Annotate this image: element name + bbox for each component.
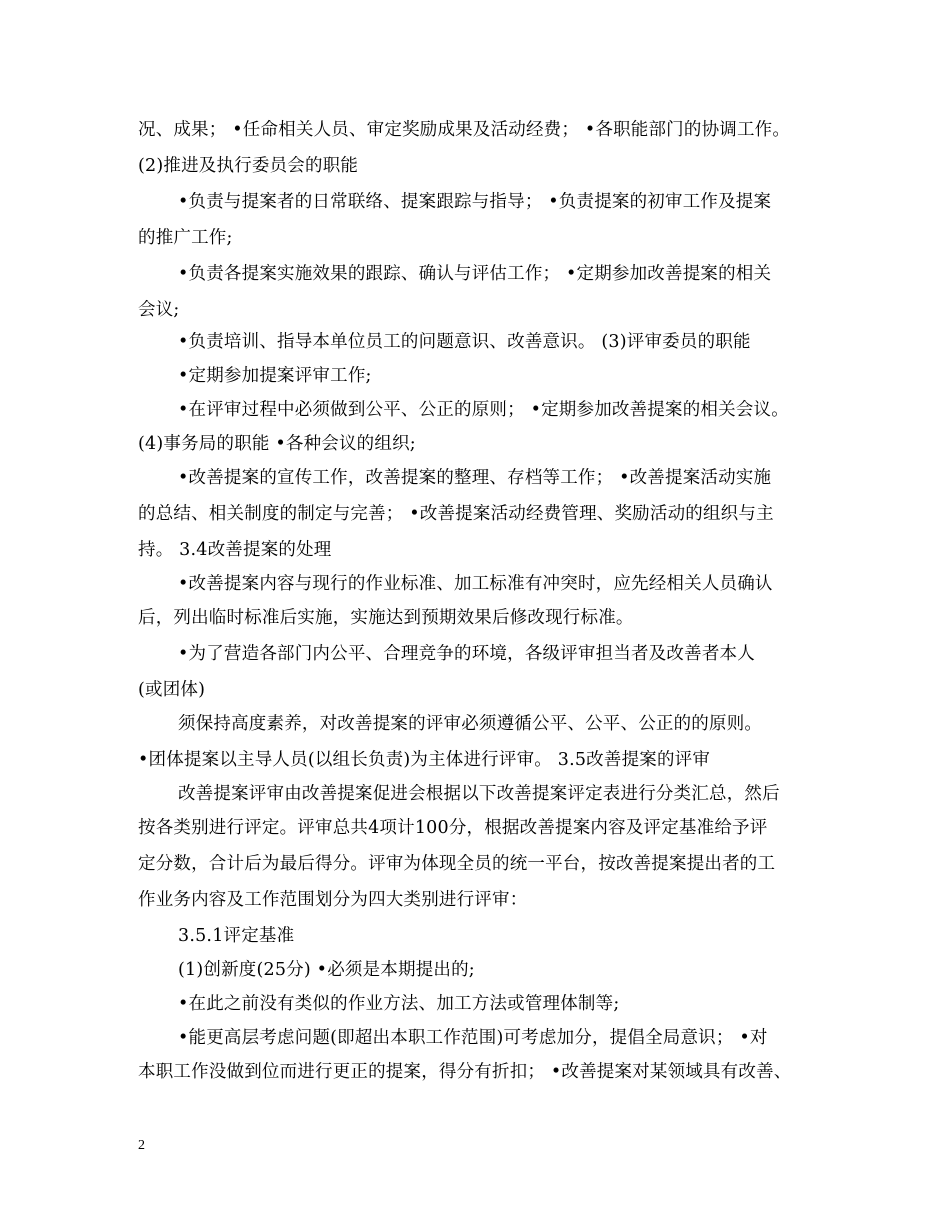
text-line: 的总结、相关制度的制定与完善； •改善提案活动经费管理、奖励活动的组织与主 — [138, 504, 774, 524]
page-number: 2 — [138, 1138, 145, 1153]
text-line: •改善提案的宣传工作，改善提案的整理、存档等工作； •改善提案活动实施 — [178, 468, 772, 488]
text-line: •为了营造各部门内公平、合理竞争的环境，各级评审担当者及改善者本人 — [178, 644, 755, 664]
text-line: •在评审过程中必须做到公平、公正的原则； •定期参加改善提案的相关会议。 — [178, 400, 789, 420]
text-line: 持。 3.4改善提案的处理 — [138, 540, 332, 560]
text-line: 改善提案评审由改善提案促进会根据以下改善提案评定表进行分类汇总，然后 — [178, 784, 780, 804]
text-line: •团体提案以主导人员(以组长负责)为主体进行评审。 3.5改善提案的评审 — [138, 750, 711, 770]
text-line: •在此之前没有类似的作业方法、加工方法或管理体制等; — [178, 994, 620, 1014]
text-line: 会议; — [138, 300, 180, 320]
text-line: •负责培训、指导本单位员工的问题意识、改善意识。 (3)评审委员的职能 — [178, 332, 751, 352]
text-line: 定分数，合计后为最后得分。评审为体现全员的统一平台，按改善提案提出者的工 — [138, 854, 776, 874]
text-line: 的推广工作; — [138, 228, 233, 248]
text-line: •能更高层考虑问题(即超出本职工作范围)可考虑加分，提倡全局意识； •对 — [178, 1028, 768, 1048]
text-line: 按各类别进行评定。评审总共4项计100分，根据改善提案内容及评定基准给予评 — [138, 818, 768, 838]
text-line: (1)创新度(25分) •必须是本期提出的; — [178, 960, 475, 980]
text-line: •定期参加提案评审工作; — [178, 366, 372, 386]
text-line: (4)事务局的职能 •各种会议的组织; — [138, 434, 416, 454]
text-line: 作业务内容及工作范围划分为四大类别进行评审： — [138, 890, 528, 910]
text-line: •改善提案内容与现行的作业标准、加工标准有冲突时，应先经相关人员确认 — [178, 574, 773, 594]
text-line: •负责各提案实施效果的跟踪、确认与评估工作； •定期参加改善提案的相关 — [178, 264, 772, 284]
text-line: 后，列出临时标准后实施，实施达到预期效果后修改现行标准。 — [138, 608, 634, 628]
text-line: 况、成果； •任命相关人员、审定奖励成果及活动经费； •各职能部门的协调工作。 — [138, 120, 791, 140]
text-line: •负责与提案者的日常联络、提案跟踪与指导； •负责提案的初审工作及提案 — [178, 192, 772, 212]
text-line: 本职工作没做到位而进行更正的提案，得分有折扣； •改善提案对某领域具有改善、 — [138, 1062, 792, 1082]
text-line: 3.5.1评定基准 — [178, 926, 295, 946]
text-line: (2)推进及执行委员会的职能 — [138, 156, 359, 176]
text-line: (或团体) — [138, 680, 206, 700]
text-line: 须保持高度素养，对改善提案的评审必须遵循公平、公平、公正的的原则。 — [178, 714, 763, 734]
